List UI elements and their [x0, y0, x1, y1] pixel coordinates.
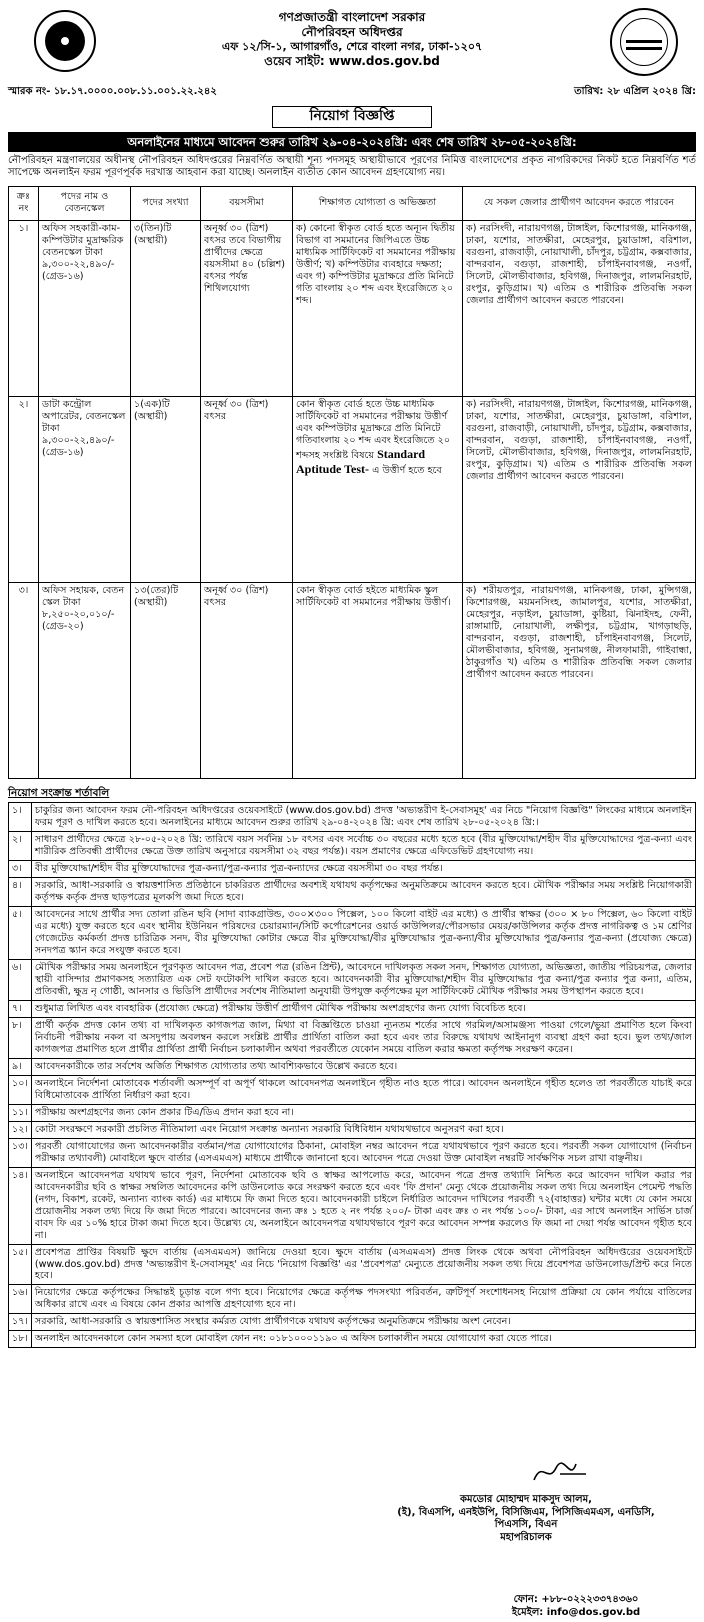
memo-row: [8, 86, 696, 102]
col-qualification: শিক্ষাগত যোগ্যতা ও অভিজ্ঞতা: [293, 186, 463, 220]
table-row: ২। ডাটা কন্ট্রোল অপারেটর, বেতনস্কেল টাকা ৯,৩০০-২২,৪৯০/- (গ্রেড-১৬) ১(এক)টি (অস্থায়ী) অনূর্ধ্ব ৩০ (ত্রিশ) বৎসর কোন স্বীকৃত বোর্ড হতে উচ্চ মাধ্যমিক সার্টিফিকেট বা সমমানের পরীক্ষায় উত্তীর্ণ এবং কম্পিউটার মুদ্রাক্ষরে প্রতি মিনিটে গতিবাংলায় ২০ শব্দ এবং ইংরেজিতে ২০ শব্দসহ সংশ্লিষ্ট বিষয়ে Standard Aptitude Test- এ উত্তীর্ণ হতে হবে ক) নরসিংদী, নারায়ণগঞ্জ, টাঙ্গাইল, কিশোরগঞ্জ, মানিকগঞ্জ, ঢাকা, যশোর, সাতক্ষীরা, মেহেরপুর, চুয়াডাঙ্গা, বরিশাল, বরগুনা, রাজবাড়ী, নোয়াখালী, চাঁদপুর, চট্টগ্রাম, কক্সবাজার, বান্দরবান, বগুড়া, রাজশাহী, চাঁপাইনবাবগঞ্জ, নওগাঁ, সিলেট, মৌলভীবাজার, হবিগঞ্জ, দিনাজপুর, লালমনিরহাট, রংপুর, কুড়িগ্রাম। খ) এতিম ও শারীরিক প্রতিবন্ধি সকল জেলার প্রার্থীগণ আবেদন করতে পারবেন।: [9, 396, 696, 582]
post-name: অফিস সহকারী-কাম-কম্পিউটার মুদ্রাক্ষরিক বেতনস্কেল টাকা ৯,৩০০-২২,৪৯০/- (গ্রেড-১৬): [39, 220, 131, 396]
signature-icon: [530, 1454, 590, 1490]
table-header: [9, 186, 696, 220]
dos-logo-icon: [610, 8, 678, 76]
table-row: ৩। অফিস সহায়ক, বেতন স্কেল টাকা ৮,২৫০-২০,০১০/- (গ্রেড-২০) ১৩(তের)টি (অস্থায়ী) অনূর্ধ্ব ৩০ (ত্রিশ) বৎসর কোন স্বীকৃত বোর্ড হইতে মাধ্যমিক স্কুল সার্টিফিকেট বা সমমানের পরীক্ষায় উত্তীর্ণ। ক) শরীয়তপুর, নারায়ণগঞ্জ, মানিকগঞ্জ, ঢাকা, মুন্সিগঞ্জ, কিশোরগঞ্জ, ময়মনসিংহ, জামালপুর, যশোর, সাতক্ষীরা, মেহেরপুর, নড়াইল, চুয়াডাঙ্গা, কুষ্টিয়া, ঝিনাইদহ, ফেনী, রাঙ্গামাটি, নোয়াখালী, লক্ষীপুর, চট্টগ্রাম, খাগড়াছড়ি, বান্দরবান, বগুড়া, রাজশাহী, চাঁপাইনবাবগঞ্জ, সিলেট, মৌলভীবাজার, হবিগঞ্জ, সুনামগঞ্জ, নীলফামারী, গাইবান্ধা, ঠাকুরগাঁও খ) এতিম ও শারীরিক প্রতিবন্ধি সকল জেলার প্রার্থীগণ আবেদন করতে পারবেন।: [9, 582, 696, 778]
post-count: ১(এক)টি (অস্থায়ী): [131, 396, 201, 582]
notice-title: নিয়োগ বিজ্ঞপ্তি: [8, 106, 696, 128]
website[interactable]: ওয়েব সাইট: www.dos.gov.bd: [264, 53, 440, 68]
list-item: ২। সাধারণ প্রার্থীদের ক্ষেত্রে ২৮-০৫-২০২৪ খ্রি: তারিখে বয়স সর্বনিম্ন ১৮ বৎসর এবং সর্বোচ্চ ৩০ বছরের মধ্যে হতে হবে (বীর মুক্তিযোদ্ধা/শহীদ বীর মুক্তিযোদ্ধাদের পুত্র-কন্যা এবং শারীরিক প্রতিবন্ধী প্রার্থীদের ক্ষেত্রে উক্ত তারিখ অনুসারে বয়সসীমা ৩২ বছর পর্যন্ত)। বয়স প্রমাণের ক্ষেত্রে এফিডেভিট গ্রহণযোগ্য নয়।: [9, 831, 696, 860]
qualification: ক) কোনো স্বীকৃত বোর্ড হতে অন্যূন দ্বিতীয় বিভাগ বা সমমানের জিপিএতে উচ্চ মাধ্যমিক সার্টিফিকেট বা সমমানের পরীক্ষায় উত্তীর্ণ; খ) কম্পিউটার ব্যবহারে দক্ষতা; এবং গ) কম্পিউটার মুদ্রাক্ষরে প্রতি মিনিটে গতি বাংলায় ২০ শব্দ এবং ইংরেজিতে ২০ শব্দ।: [293, 220, 463, 396]
list-item: ৮। প্রার্থী কর্তৃক প্রদত্ত কোন তথ্য বা দাখিলকৃত কাগজপত্র জাল, মিথ্যা বা বিজ্ঞপ্তিতে চাওয়া ন্যূনতম শর্তের সাথে গরমিল/অসামঞ্জস্য পাওয়া গেলে/ভুয়া প্রমাণিত হলে কিংবা নির্বাচনী পরীক্ষায় নকল বা অসদুপায় অবলম্বন করলে সংশ্লিষ্ট প্রার্থীর প্রার্থিতা বাতিল করা হবে এবং তার বিরুদ্ধে যথাযথ আইনানুগ ব্যবস্থা গ্রহণ করা হবে। ভুল তথ্য/জাল কাগজপত্র প্রমাণিত হলে প্রার্থীর প্রার্থিতা প্রার্থী নির্বাচন চলাকালীন অথবা পরবর্তীতে যেকোন সময়ে বাতিল করার ক্ষমতা কর্তৃপক্ষ সংরক্ষণ করেন।: [9, 1017, 696, 1058]
list-item: ১৬। নিয়োগের ক্ষেত্রে কর্তৃপক্ষের সিদ্ধান্তই চূড়ান্ত বলে গণ্য হবে। নিয়োগের ক্ষেত্রে কর্তৃপক্ষ পদসংখ্যা পরিবর্তন, ত্রুটিপূর্ণ সংশোধনসহ নিয়োগ প্রক্রিয়া যে কোন পর্যায়ে বাতিলের অধিকার রাখে এবং এ বিষয়ে কোন প্রকার আপত্তি গ্রহণযোগ্য হবে না।: [9, 1285, 696, 1314]
col-post-name: পদের নাম ও বেতনস্কেল: [39, 186, 131, 220]
list-item: ৬। মৌখিক পরীক্ষার সময় অনলাইনে পূরণকৃত আবেদন পত্র, প্রবেশ পত্র (রঙিন প্রিন্ট), আবেদনে দাখিলকৃত সকল সনদ, শিক্ষাগত যোগ্যতা, অভিজ্ঞতা, জাতীয় পরিচয়পত্র, জেলার স্থায়ী বাসিন্দার প্রমাণকসহ সত্যায়িত এক সেট ফটোকপি দাখিল করতে হবে। আবেদনকারী বীর মুক্তিযোদ্ধা/শহীদ বীর মুক্তিযোদ্ধার পুত্র কন্যা/পুত্র কন্যার পুত্র কন্যা, এতিম, প্রতিবন্ধী, ক্ষুদ্র নৃ গোষ্ঠী, আনসার ও ভিডিপি প্রার্থীদের সর্বশেষ নীতিমালা অনুযায়ী উপযুক্ত কর্তৃপক্ষের মূল সার্টিফিকেট মৌখিক পরীক্ষার সময় উপস্থাপন করতে হবে।: [9, 959, 696, 1000]
list-item: ৩। বীর মুক্তিযোদ্ধা/শহীদ বীর মুক্তিযোদ্ধাদের পুত্র-কন্যা/পুত্র-কন্যার পুত্র-কন্যাদের ক্ষেত্রে বয়সসীমা ৩০ বছর পর্যন্ত।: [9, 860, 696, 877]
list-item: ৯। আবেদনকারীকে তার সর্বশেষ অর্জিত শিক্ষাগত যোগ্যতার তথ্য আবশ্যিকভাবে উল্লেখ করতে হবে।: [9, 1058, 696, 1075]
email[interactable]: ইমেইল: info@dos.gov.bd: [511, 1606, 641, 1618]
eligible-districts: ক) শরীয়তপুর, নারায়ণগঞ্জ, মানিকগঞ্জ, ঢাকা, মুন্সিগঞ্জ, কিশোরগঞ্জ, ময়মনসিংহ, জামালপুর, যশোর, সাতক্ষীরা, মেহেরপুর, নড়াইল, চুয়াডাঙ্গা, কুষ্টিয়া, ঝিনাইদহ, ফেনী, রাঙ্গামাটি, নোয়াখালী, লক্ষীপুর, চট্টগ্রাম, খাগড়াছড়ি, বান্দরবান, বগুড়া, রাজশাহী, চাঁপাইনবাবগঞ্জ, সিলেট, মৌলভীবাজার, হবিগঞ্জ, সুনামগঞ্জ, নীলফামারী, গাইবান্ধা, ঠাকুরগাঁও খ) এতিম ও শারীরিক প্রতিবন্ধি সকল জেলার প্রার্থীগণ আবেদন করতে পারবেন।: [463, 582, 696, 778]
post-name: অফিস সহায়ক, বেতন স্কেল টাকা ৮,২৫০-২০,০১০/- (গ্রেড-২০): [39, 582, 131, 778]
application-date-banner: অনলাইনের মাধ্যমে আবেদন শুরুর তারিখ ২৯-০৪-২০২৪খ্রি: এবং শেষ তারিখ ২৮-০৫-২০২৪খ্রি:: [8, 132, 696, 152]
signatory-name: কমডোর মোহাম্মদ মাকসুদ আলম,: [460, 1494, 592, 1505]
col-age-limit: বয়সসীমা: [201, 186, 293, 220]
posts-table: [8, 186, 696, 779]
contact-info: [476, 1594, 676, 1619]
list-item: ১। চাকুরির জন্য আবেদন ফরম নৌ-পরিবহন অধিদপ্তরের ওয়েবসাইটে (www.dos.gov.bd) প্রদত্ত 'অভ্যন্তরীণ ই-সেবাসমূহ' এর নিচে "নিয়োগ বিজ্ঞপ্তি" লিংকের মাধ্যমে অনলাইন ফরম পূরণ ও দাখিল করতে হবে। অনলাইনের মাধ্যমে আবেদন শুরুর তারিখ ২৯-০৪-২০২৪ খ্রি: এবং শেষ তারিখ ২৮-০৫-২০২৪ খ্রি:।: [9, 803, 696, 832]
govt-name: গণপ্রজাতন্ত্রী বাংলাদেশ সরকার: [278, 10, 426, 24]
col-districts: যে সকল জেলার প্রার্থীগণ আবেদন করতে পারবেন: [463, 186, 696, 220]
intro-text: নৌপরিবহন মন্ত্রণালয়ের অধীনস্থ নৌপরিবহন অধিদপ্তরের নিম্নবর্ণিত অস্থায়ী শূন্য পদসমূহ অস্থায়ীভাবে পূরণের নিমিত্ত বাংলাদেশের প্রকৃত নাগরিকদের নিকট হতে নিম্নবর্ণিত শর্ত সাপেক্ষে অনলাইন ফরম পূরণপূর্বক দরখাস্ত আহবান করা যাচ্ছে। অনলাইন ব্যতীত কোন আবেদন গ্রহণযোগ্য নয়।: [8, 154, 696, 179]
signatory: [396, 1494, 656, 1544]
list-item: ৪। সরকারি, আধা-সরকারি ও স্বায়ত্তশাসিত প্রতিষ্ঠানে চাকরিরত প্রার্থীদের অবশ্যই যথাযথ কর্তৃপক্ষের অনুমতিক্রমে আবেদন করতে হবে। মৌখিক পরীক্ষার সময় সংশ্লিষ্ট নিয়োগকারী কর্তৃপক্ষ কর্তৃক প্রদত্ত ছাড়পত্রের মূলকপি জমা দিতে হবে।: [9, 877, 696, 906]
qualification: কোন স্বীকৃত বোর্ড হতে উচ্চ মাধ্যমিক সার্টিফিকেট বা সমমানের পরীক্ষায় উত্তীর্ণ এবং কম্পিউটার মুদ্রাক্ষরে প্রতি মিনিটে গতিবাংলায় ২০ শব্দ এবং ইংরেজিতে ২০ শব্দসহ সংশ্লিষ্ট বিষয়ে Standard Aptitude Test- এ উত্তীর্ণ হতে হবে: [293, 396, 463, 582]
age-limit: অনূর্ধ্ব ৩০ (ত্রিশ) বৎসর: [201, 582, 293, 778]
eligible-districts: ক) নরসিংদী, নারায়ণগঞ্জ, টাঙ্গাইল, কিশোরগঞ্জ, মানিকগঞ্জ, ঢাকা, যশোর, সাতক্ষীরা, মেহেরপুর, চুয়াডাঙ্গা, বরিশাল, বরগুনা, রাজবাড়ী, নোয়াখালী, চাঁদপুর, চট্টগ্রাম, কক্সবাজার, বান্দরবান, বগুড়া, রাজশাহী, চাঁপাইনবাবগঞ্জ, নওগাঁ, সিলেট, মৌলভীবাজার, হবিগঞ্জ, দিনাজপুর, লালমনিরহাট, রংপুর, কুড়িগ্রাম। খ) এতিম ও শারীরিক প্রতিবন্ধি সকল জেলার প্রার্থীগণ আবেদন করতে পারবেন।: [463, 220, 696, 396]
signatory-designation: মহাপরিচালক: [500, 1531, 552, 1543]
list-item: ১০। অনলাইনে নির্দেশনা মোতাবেক শর্তাবলী অসম্পূর্ণ বা অপূর্ণ থাকলে আবেদনপত্র অনলাইনে গৃহীত নাও হতে পারে। আবেদন অনলাইনে গৃহীত হলেও তা পরবর্তীতে যাচাই করে বিধিমোতাবেক প্রার্থিতা নির্ধারণ করা হবে।: [9, 1075, 696, 1104]
list-item: ৭। শুধুমাত্র লিখিত এবং ব্যবহারিক (প্রযোজ্য ক্ষেত্রে) পরীক্ষায় উত্তীর্ণ প্রার্থীগণ মৌখিক পরীক্ষায় অংশগ্রহণের জন্য যোগ্য বিবেচিত হবে।: [9, 1000, 696, 1017]
notice-page: [8, 6, 696, 1618]
terms-heading: নিয়োগ সংক্রান্ত শর্তাবলি: [8, 786, 110, 799]
list-item: ৫। আবেদনের সাথে প্রার্থীর সদ্য তোলা রঙিন ছবি (সাদা ব্যাকগ্রাউন্ড, ৩০০×৩০০ পিক্সেল, ১০০ কিলো বাইট এর মধ্যে) ও প্রার্থীর স্বাক্ষর (৩০০ × ৮০ পিক্সেল, ৬০ কিলো বাইট এর মধ্যে) যুক্ত করতে হবে এবং স্থানীয় ইউনিয়ন পরিষদের চেয়ারম্যান/সিটি কর্পোরেশনের ওয়ার্ড কাউন্সিলর/পৌরসভার মেয়র/কাউন্সিলর কর্তৃক প্রদত্ত নাগরিকত্ব ও ১ম শ্রেণির গেজেটেড কর্মকর্তা প্রদত্ত চারিত্রিক সনদ, বীর মুক্তিযোদ্ধা কোটার ক্ষেত্রে বীর মুক্তিযোদ্ধা/বীর মুক্তিযোদ্ধার পুত্র-কন্যা/বীর মুক্তিযোদ্ধার পুত্র/কন্যার পুত্র-কন্যা (প্রযোজ্য ক্ষেত্রে) সনদপত্র স্ক্যান করে সংযুক্ত করতে হবে।: [9, 906, 696, 959]
col-sl: ক্রঃ নং: [9, 186, 39, 220]
list-item: ১৭। সরকারি, আধা-সরকারি ও স্বায়ত্তশাসিত সংস্থার কর্মরত যোগ্য প্রার্থীগণকে যথাযথ কর্তৃপক্ষের অনুমতিক্রমে পরীক্ষায় অংশ নেবেন।: [9, 1314, 696, 1331]
terms-list: [8, 802, 696, 1348]
signatory-qualifications: (ই), বিএসপি, এনইউপি, বিসিজিএম, পিসিজিএমএস, এনডিসি, পিএসসি, বিএন: [397, 1506, 655, 1530]
age-limit: অনূর্ধ্ব ৩০ (ত্রিশ) বৎসর: [201, 396, 293, 582]
memo-number: স্মারক নং- ১৮.১৭.০০০০.০০৮.১১.০০১.২২.২৪২: [8, 86, 217, 97]
dept-address: এফ ১২/সি-১, আগারগাঁও, শেরে বাংলা নগর, ঢাকা-১২০৭: [221, 40, 483, 53]
list-item: ১১। পরীক্ষায় অংশগ্রহণের জন্য কোন প্রকার টিএ/ডিএ প্রদান করা হবে না।: [9, 1104, 696, 1121]
list-item: ১২। কোটা সংরক্ষণে সরকারী প্রচলিত নীতিমালা এবং নিয়োগ সংক্রান্ত অন্যান্য সরকারি বিধিবিধান যথাযথভাবে অনুসরণ করা হবে।: [9, 1121, 696, 1138]
list-item: ১৪। অনলাইনে আবেদনপত্র যথাযথ ভাবে পূরণ, নির্দেশনা মোতাবেক ছবি ও স্বাক্ষর আপলোড করে, আবেদন পত্রে প্রদত্ত তথ্যাদি নিশ্চিত করে আবেদন দাখিল করার পর আবেদনকারীর ছবি ও স্বাক্ষর সম্বলিত আবেদনের কপি ডাউনলোড করে সংরক্ষণ করতে হবে এবং 'ফি প্রদান' মেন্যু থেকে প্রয়োজনীয় সকল তথ্য দিয়ে অনলাইন পেমেন্ট পদ্ধতি (নগদ, বিকাশ, রকেট, অন্যান্য ব্যাংক কার্ড) এর মাধ্যমে ফি জমা দিতে হবে। আবেদনকারী চাইলে নির্ধারিত আবেদন দাখিলের পরবর্তী ৭২(বাহাত্তর) ঘন্টার মধ্যে যে কোন সময়ে প্রয়োজনীয় সকল তথ্য দিয়ে ফি জমা দিতে পারবে। আবেদনের জন্য ক্রঃ ১ হতে ২ নং পর্যন্ত ২০০/- টাকা এবং ক্রঃ ৩ নং পর্যন্ত ১০০/- টাকা, এর সাথে অনলাইন সার্ভিস চার্জ বাবদ ফি এর ১০% হারে টাকা জমা দিতে হবে। উল্লেখ্য যে, অনলাইনে আবেদনপত্র যথাযথভাবে পূরণ করে আবেদন সম্পন্ন করলেও ফি জমা না দেয়া পর্যন্ত আবেদন গৃহীত হবে না।: [9, 1167, 696, 1244]
post-count: ৩(তিন)টি (অস্থায়ী): [131, 220, 201, 396]
letterhead: [8, 6, 696, 84]
notice-date: তারিখ: ২৮ এপ্রিল ২০২৪ খ্রি:: [574, 86, 696, 97]
post-name: ডাটা কন্ট্রোল অপারেটর, বেতনস্কেল টাকা ৯,৩০০-২২,৪৯০/- (গ্রেড-১৬): [39, 396, 131, 582]
bangladesh-govt-seal-icon: [34, 10, 96, 72]
qualification: কোন স্বীকৃত বোর্ড হইতে মাধ্যমিক স্কুল সার্টিফিকেট বা সমমানের পরীক্ষায় উত্তীর্ণ।: [293, 582, 463, 778]
col-post-count: পদের সংখ্যা: [131, 186, 201, 220]
dept-name: নৌপরিবহন অধিদপ্তর: [301, 25, 403, 39]
phone: ফোন: +৮৮-০২২২৩৩৭৪৩৬০: [513, 1594, 639, 1605]
list-item: ১৫। প্রবেশপত্র প্রাপ্তির বিষয়টি ক্ষুদে বার্তায় (এসএমএস) জানিয়ে দেওয়া হবে। ক্ষুদে বার্তায় (এসএমএস) প্রদত্ত লিংক থেকে অথবা নৌপরিবহন অধিদপ্তরের ওয়েবসাইটে (www.dos.gov.bd) প্রদত্ত 'অভ্যন্তরীণ ই-সেবাসমূহ' এর নিচে 'নিয়োগ বিজ্ঞপ্তি' এর 'প্রবেশপত্র' মেন্যুতে প্রয়োজনীয় সকল তথ্য দিয়ে প্রবেশপত্র ডাউনলোড/প্রিন্ট করে নিতে হবে।: [9, 1244, 696, 1285]
list-item: ১৮। অনলাইন আবেদনকালে কোন সমস্যা হলে মোবাইল ফোন নং: ০১৮১০০০১১৯০ এ অফিস চলাকালীন সময়ে যোগাযোগ করা যেতে পারে।: [9, 1331, 696, 1348]
eligible-districts: ক) নরসিংদী, নারায়ণগঞ্জ, টাঙ্গাইল, কিশোরগঞ্জ, মানিকগঞ্জ, ঢাকা, যশোর, সাতক্ষীরা, মেহেরপুর, চুয়াডাঙ্গা, বরিশাল, বরগুনা, রাজবাড়ী, নোয়াখালী, চাঁদপুর, চট্টগ্রাম, কক্সবাজার, বান্দরবান, বগুড়া, রাজশাহী, চাঁপাইনবাবগঞ্জ, নওগাঁ, সিলেট, মৌলভীবাজার, হবিগঞ্জ, দিনাজপুর, লালমনিরহাট, রংপুর, কুড়িগ্রাম। খ) এতিম ও শারীরিক প্রতিবন্ধি সকল জেলার প্রার্থীগণ আবেদন করতে পারবেন।: [463, 396, 696, 582]
table-row: ১। অফিস সহকারী-কাম-কম্পিউটার মুদ্রাক্ষরিক বেতনস্কেল টাকা ৯,৩০০-২২,৪৯০/- (গ্রেড-১৬) ৩(তিন)টি (অস্থায়ী) অনূর্ধ্ব ৩০ (ত্রিশ) বৎসর তবে বিভাগীয় প্রার্থীদের ক্ষেত্রে বয়সসীমা ৪০ (চল্লিশ) বৎসর পর্যন্ত শিথিলযোগ্য ক) কোনো স্বীকৃত বোর্ড হতে অন্যূন দ্বিতীয় বিভাগ বা সমমানের জিপিএতে উচ্চ মাধ্যমিক সার্টিফিকেট বা সমমানের পরীক্ষায় উত্তীর্ণ; খ) কম্পিউটার ব্যবহারে দক্ষতা; এবং গ) কম্পিউটার মুদ্রাক্ষরে প্রতি মিনিটে গতি বাংলায় ২০ শব্দ এবং ইংরেজিতে ২০ শব্দ। ক) নরসিংদী, নারায়ণগঞ্জ, টাঙ্গাইল, কিশোরগঞ্জ, মানিকগঞ্জ, ঢাকা, যশোর, সাতক্ষীরা, মেহেরপুর, চুয়াডাঙ্গা, বরিশাল, বরগুনা, রাজবাড়ী, নোয়াখালী, চাঁদপুর, চট্টগ্রাম, কক্সবাজার, বান্দরবান, বগুড়া, রাজশাহী, চাঁপাইনবাবগঞ্জ, নওগাঁ, সিলেট, মৌলভীবাজার, হবিগঞ্জ, দিনাজপুর, লালমনিরহাট, রংপুর, কুড়িগ্রাম। খ) এতিম ও শারীরিক প্রতিবন্ধি সকল জেলার প্রার্থীগণ আবেদন করতে পারবেন।: [9, 220, 696, 396]
post-count: ১৩(তের)টি (অস্থায়ী): [131, 582, 201, 778]
age-limit: অনূর্ধ্ব ৩০ (ত্রিশ) বৎসর তবে বিভাগীয় প্রার্থীদের ক্ষেত্রে বয়সসীমা ৪০ (চল্লিশ) বৎসর পর্যন্ত শিথিলযোগ্য: [201, 220, 293, 396]
list-item: ১৩। পরবর্তী যোগাযোগের জন্য আবেদনকারীর বর্তমান/পত্র যোগাযোগের ঠিকানা, মোবাইল নম্বর আবেদন পত্রে যথাযথভাবে পূরণ করতে হবে। পরবর্তী সকল যোগাযোগ (নির্বাচন পরীক্ষার তথ্যাবলী) মোবাইলে ক্ষুদে বার্তার (এসএমএস) মাধ্যমে প্রার্থীকে জানানো হবে। আবেদন পত্রে দেওয়া উক্ত মোবাইল নম্বরটি সার্বক্ষণিক সচল রাখা বাঞ্ছনীয়।: [9, 1138, 696, 1167]
